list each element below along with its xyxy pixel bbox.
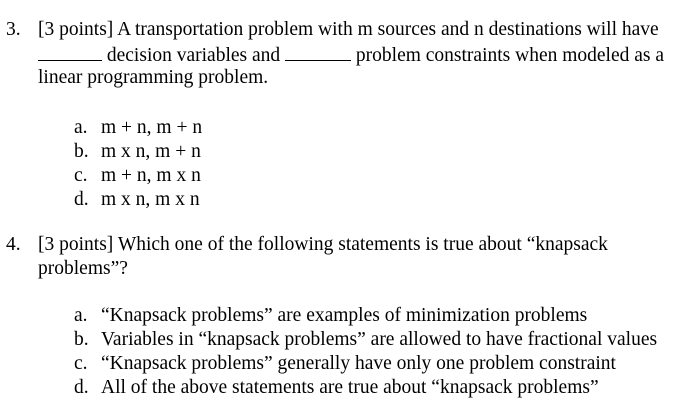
option-text: All of the above statements are true about “knapsack problems” [101, 377, 599, 398]
question-number: 4. [6, 234, 21, 255]
answer-blank-1 [38, 42, 102, 61]
question-stem [38, 18, 694, 90]
option-text: m x n, m + n [101, 141, 201, 162]
question-stem [38, 233, 694, 281]
answer-blank-2 [285, 42, 351, 61]
option-text: “Knapsack problems” generally have only one problem constraint [101, 353, 616, 374]
option-letter: a. [74, 305, 88, 326]
option-letter: a. [74, 117, 88, 138]
stem-text: Which one of the following statements is true about “knapsack [117, 234, 608, 255]
option-c[interactable] [74, 164, 202, 188]
option-text: m + n, m x n [101, 165, 201, 186]
stem-text: decision variables and [106, 45, 281, 66]
option-letter: d. [74, 189, 89, 210]
option-d[interactable] [74, 188, 202, 212]
question-points: [3 points] [38, 234, 114, 255]
question-points: [3 points] [38, 19, 114, 40]
stem-text: A transportation problem with m sources and n destinations will have [117, 19, 659, 40]
option-d[interactable] [74, 376, 657, 400]
option-a[interactable] [74, 116, 202, 140]
option-letter: b. [74, 141, 89, 162]
option-letter: b. [74, 329, 89, 350]
option-b[interactable] [74, 140, 202, 164]
option-text: m x n, m x n [101, 189, 200, 210]
option-text: m + n, m + n [101, 117, 203, 138]
options-list-q3 [74, 116, 202, 212]
option-b[interactable] [74, 328, 657, 352]
option-letter: c. [74, 353, 88, 374]
options-list-q4 [74, 304, 657, 400]
option-text: Variables in “knapsack problems” are allowed to have fractional values [101, 329, 658, 350]
option-c[interactable] [74, 352, 657, 376]
stem-text: problems”? [38, 258, 128, 279]
stem-text: linear programming problem. [38, 67, 269, 88]
option-a[interactable] [74, 304, 657, 328]
stem-text: problem constraints when modeled as a [355, 45, 665, 66]
question-number: 3. [6, 19, 21, 40]
option-text: “Knapsack problems” are examples of minimization problems [101, 305, 588, 326]
option-letter: c. [74, 165, 88, 186]
option-letter: d. [74, 377, 89, 398]
